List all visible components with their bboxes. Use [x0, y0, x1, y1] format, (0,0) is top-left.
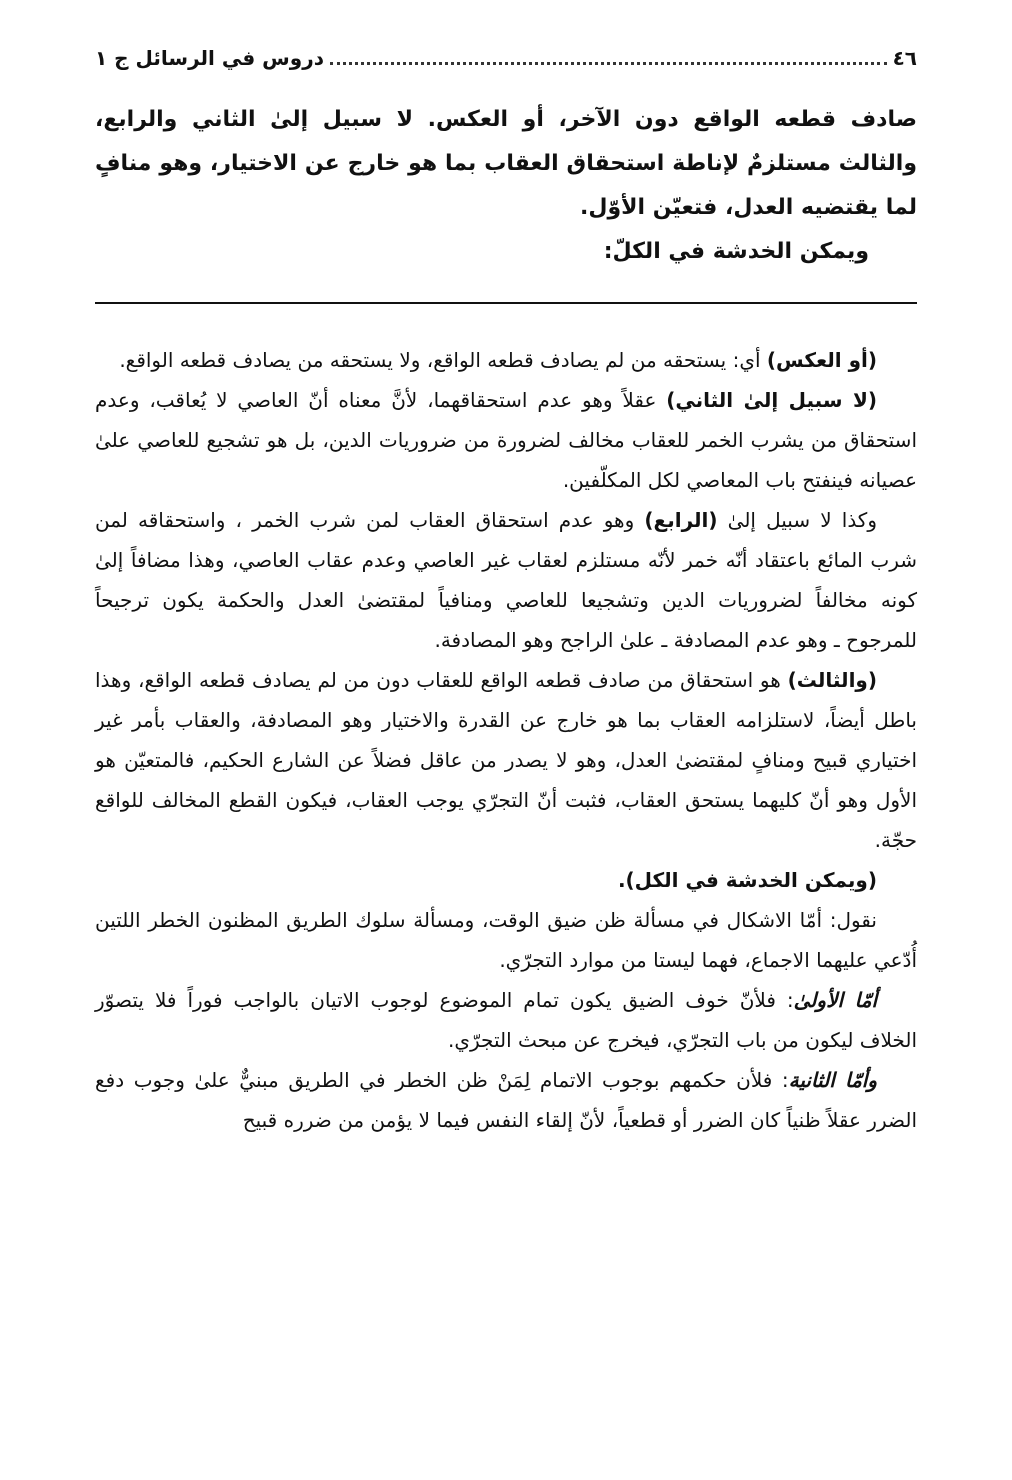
page-number: ٤٦ — [892, 46, 917, 70]
running-header — [95, 38, 917, 78]
subheading-phrase: وأمّا الثانية — [788, 1068, 877, 1092]
commentary-body: وكذا لا سبيل إلىٰ — [717, 508, 877, 532]
commentary-body: نقول: أمّا الاشكال في مسألة ظن ضيق الوقت، ومسألة سلوك الطريق المظنون الخطر اللتين أُدّعي عليهما الاجماع، فهما ليستا من موارد التجرّي. — [95, 908, 917, 972]
quoted-phrase: (ويمكن الخدشة في الكل). — [617, 868, 877, 892]
commentary-text — [95, 340, 917, 1140]
commentary-body: : فلأن حكمهم بوجوب الاتمام لِمَنْ ظن الخطر في الطريق مبنيٌّ علىٰ وجوب دفع الضرر عقلاً ظنياً كان الضرر أو قطعياً، لأنّ إلقاء النفس فيما لا يؤمن من ضرره قبيح — [95, 1068, 917, 1132]
commentary-body: أي: يستحقه من لم يصادف قطعه الواقع، ولا يستحقه من يصادف قطعه الواقع. — [119, 348, 767, 372]
main-text-paragraph: ويمكن الخدشة في الكلّ: — [603, 239, 869, 264]
commentary-body: عقلاً وهو عدم استحقاقهما، لأنَّ معناه أنّ العاصي لا يُعاقب، وعدم استحقاق من يشرب الخمر للعقاب مخالف لضرورة من ضروريات الدين، بل هو تشجيع للعاصي علىٰ عصيانه فينفتح باب المعاصي لكل المكلّفين. — [95, 388, 917, 492]
commentary-paragraph — [95, 380, 917, 500]
book-title: دروس في الرسائل ج ١ — [95, 46, 324, 70]
section-divider — [95, 302, 917, 304]
commentary-paragraph — [95, 860, 917, 900]
commentary-paragraph — [95, 980, 917, 1060]
commentary-paragraph — [95, 340, 917, 380]
commentary-paragraph — [95, 500, 917, 660]
quoted-phrase: (لا سبيل إلىٰ الثاني) — [666, 388, 878, 412]
subheading-phrase: أمّا الأولىٰ — [793, 988, 877, 1012]
commentary-body: هو استحقاق من صادف قطعه الواقع للعقاب دون من لم يصادف قطعه الواقع، وهذا باطل أيضاً، لاستلزامه العقاب بما هو خارج عن القدرة والاختيار وهو المصادفة، والعقاب بأمر غير اختياري قبيح ومنافٍ لمقتضىٰ العدل، وهو لا يصدر من عاقل فضلاً عن الشارع الحكيم، فالمتعيّن هو الأول وهو أنّ كليهما يستحق العقاب، فثبت أنّ التجرّي يوجب العقاب، فيكون القطع المخالف للواقع حجّة. — [95, 668, 917, 852]
commentary-body: وهو عدم استحقاق العقاب لمن شرب الخمر ، واستحقاقه لمن شرب المائع باعتقاد أنّه خمر لأنّه مستلزم لعقاب غير العاصي وعدم عقاب العاصي، وهذا مضافاً إلىٰ كونه مخالفاً لضروريات الدين وتشجيعا للعاصي ومنافياً لمقتضىٰ العدل والحكمة يكون ترجيحاً للمرجوح ـ وهو عدم المصادفة ـ علىٰ الراجح وهو المصادفة. — [95, 508, 917, 652]
commentary-paragraph — [95, 1060, 917, 1140]
commentary-paragraph — [95, 660, 917, 860]
quoted-phrase: (أو العكس) — [766, 348, 877, 372]
header-dot-leader — [330, 62, 887, 65]
main-text-paragraph: صادف قطعه الواقع دون الآخر، أو العكس. لا سبيل إلىٰ الثاني والرابع، والثالث مستلزمٌ لإناطة استحقاق العقاب بما هو خارج عن الاختيار، وهو منافٍ لما يقتضيه العدل، فتعيّن الأوّل. — [95, 107, 917, 220]
commentary-body: : فلأنّ خوف الضيق يكون تمام الموضوع لوجوب الاتيان بالواجب فوراً فلا يتصوّر الخلاف ليكون من باب التجرّي، فيخرج عن مبحث التجرّي. — [95, 988, 917, 1052]
main-text — [95, 98, 917, 274]
quoted-phrase: (الرابع) — [644, 508, 718, 532]
commentary-paragraph — [95, 900, 917, 980]
quoted-phrase: (والثالث) — [787, 668, 877, 692]
